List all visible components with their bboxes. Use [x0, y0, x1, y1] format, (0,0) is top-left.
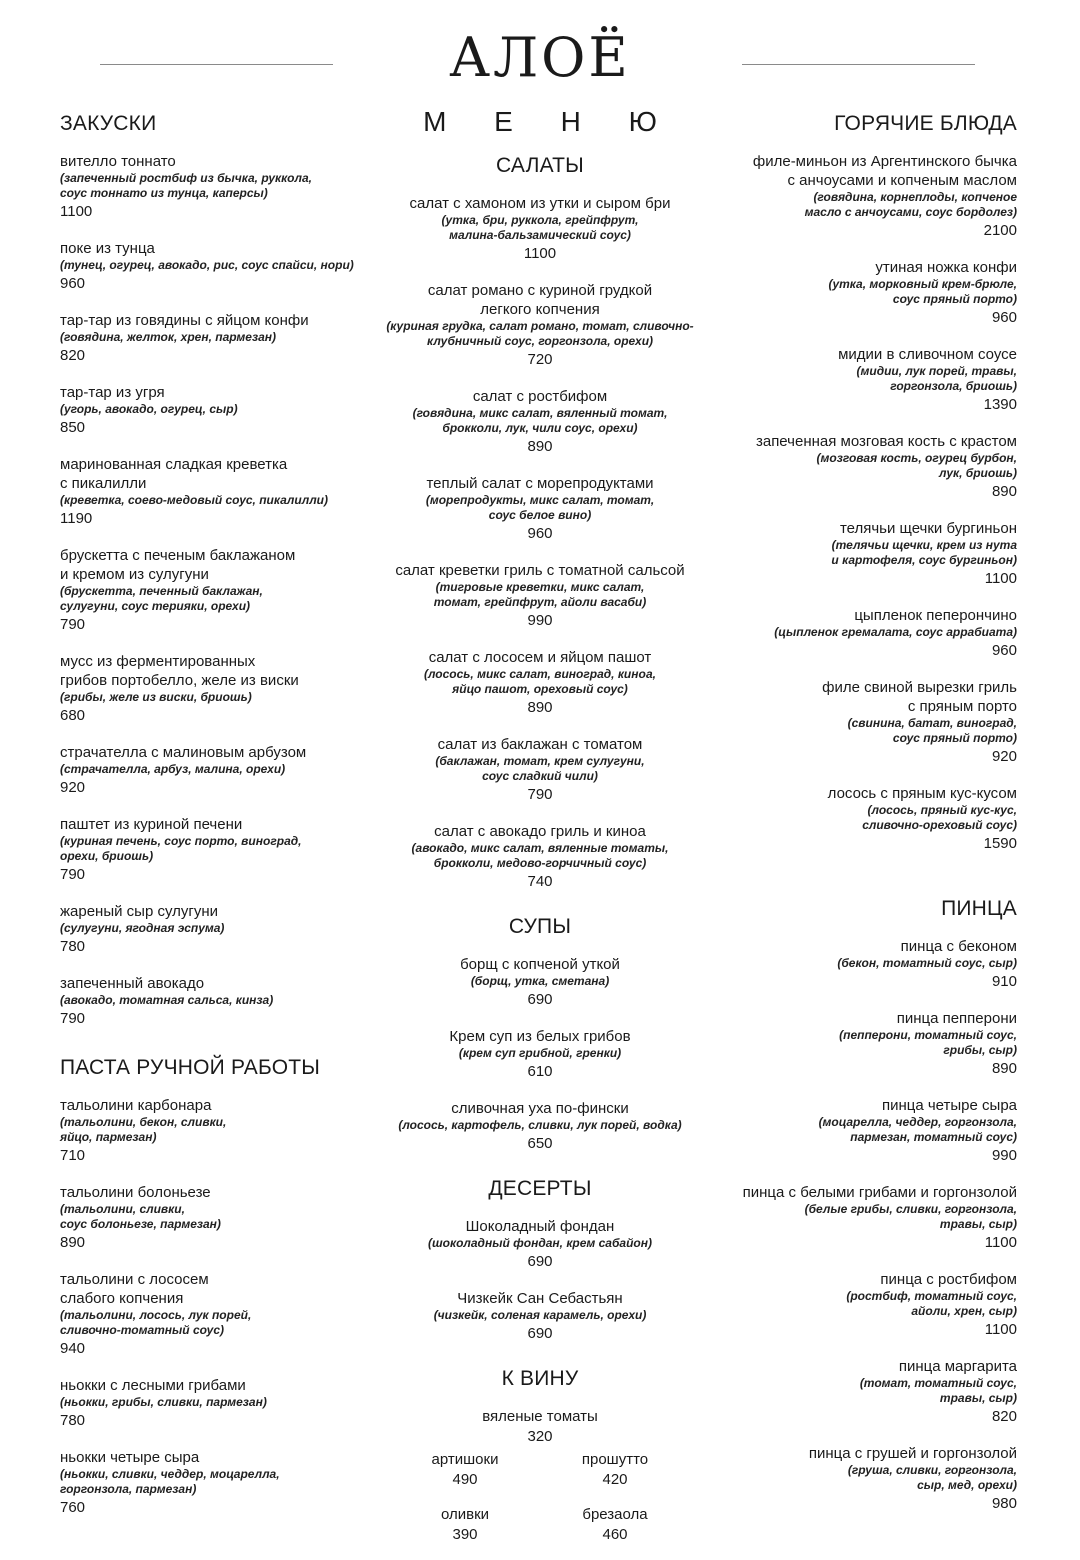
section-title: ЗАКУСКИ	[60, 112, 157, 135]
dish-price: 890	[991, 483, 1017, 500]
dish-price: 610	[527, 1063, 553, 1080]
dish-name: лосось с пряным кус-кусом	[827, 785, 1017, 802]
section-title: САЛАТЫ	[496, 154, 584, 177]
dish-price: 960	[60, 275, 86, 292]
dish-price: 960	[991, 309, 1017, 326]
dish-name: тальолини карбонара	[60, 1097, 212, 1114]
dish-price: 690	[527, 1253, 553, 1270]
dish-name: тар-тар из говядины с яйцом конфи	[60, 312, 309, 329]
dish-price: 990	[527, 612, 553, 629]
menu-item	[60, 815, 360, 884]
section-title: ПАСТА РУЧНОЙ РАБОТЫ	[60, 1056, 321, 1079]
menu-item	[60, 1270, 360, 1358]
dish-price: 320	[527, 1428, 553, 1445]
dish-ingredients: (белые грибы, сливки, горгонзола, травы, сыр)	[804, 1202, 1017, 1231]
dish-name: телячьи щечки бургиньон	[839, 520, 1017, 537]
menu-item	[60, 383, 360, 437]
dish-name: борщ с копченой уткой	[460, 956, 620, 973]
dish-name: тальолини болоньезе	[60, 1184, 211, 1201]
dish-ingredients: (шоколадный фондан, крем сабайон)	[428, 1236, 652, 1250]
menu-item	[60, 652, 360, 725]
dish-price: 1590	[983, 835, 1017, 852]
wine-snack-row	[380, 1450, 700, 1489]
dish-name: вяленые томаты	[482, 1408, 598, 1425]
dish-name: утиная ножка конфи	[875, 259, 1017, 276]
menu-item	[380, 194, 700, 263]
dish-ingredients: (мозговая кость, огурец бурбон, лук, бриошь)	[816, 451, 1017, 480]
dish-ingredients: (тальолини, лосось, лук порей, сливочно-томатный соус)	[60, 1308, 252, 1337]
dish-price: 1100	[984, 1234, 1017, 1251]
dish-ingredients: (тунец, огурец, авокадо, рис, соус спайси, нори)	[60, 258, 354, 272]
menu-item	[687, 784, 1017, 853]
dish-name: салат с ростбифом	[472, 388, 608, 405]
menu-title: М Е Н Ю	[423, 106, 677, 137]
menu-item	[60, 546, 360, 634]
dish-name: брускетта с печеным баклажаном и кремом из сулугуни	[60, 547, 296, 583]
menu-item	[60, 1448, 360, 1517]
dish-price: 720	[527, 351, 553, 368]
dish-price: 1100	[984, 570, 1017, 587]
dish-price: 890	[991, 1060, 1017, 1077]
dish-price: 690	[527, 991, 553, 1008]
menu-item	[380, 1407, 700, 1446]
left-column	[60, 112, 360, 1535]
dish-price: 820	[60, 347, 86, 364]
dish-name: салат романо с куриной грудкой легкого копчения	[427, 282, 653, 318]
dish-price: 790	[60, 1010, 86, 1027]
menu-item	[687, 937, 1017, 991]
right-column	[687, 112, 1017, 1531]
dish-name: вителло тоннато	[60, 153, 176, 170]
dish-ingredients: (груша, сливки, горгонзола, сыр, мед, орехи)	[847, 1463, 1017, 1492]
menu-item	[60, 1376, 360, 1430]
dish-name: пинца пепперони	[896, 1010, 1017, 1027]
section-title: СУПЫ	[508, 915, 572, 938]
dish-ingredients: (говядина, микс салат, вяленный томат, брокколи, лук, чили соус, орехи)	[412, 406, 668, 435]
dish-name: пинца четыре сыра	[881, 1097, 1017, 1114]
dish-ingredients: (борщ, утка, сметана)	[470, 974, 610, 988]
dish-ingredients: (ростбиф, томатный соус, айоли, хрен, сыр)	[846, 1289, 1017, 1318]
wine-snack-row	[380, 1505, 700, 1544]
dish-price: 960	[527, 525, 553, 542]
dish-name: брезаола	[582, 1506, 648, 1523]
dish-name: поке из тунца	[60, 240, 155, 257]
menu-item	[380, 735, 700, 804]
dish-name: маринованная сладкая креветка с пикалилли	[60, 456, 288, 492]
menu-item	[380, 1099, 700, 1153]
dish-price: 680	[60, 707, 86, 724]
dish-ingredients: (авокадо, микс салат, вяленные томаты, брокколи, медово-горчичный соус)	[411, 841, 669, 870]
menu-item	[60, 1096, 360, 1165]
dish-ingredients: (страчателла, арбуз, малина, орехи)	[60, 762, 286, 776]
dish-ingredients: (куриная печень, соус порто, виноград, орехи, бриошь)	[60, 834, 302, 863]
dish-price: 2100	[983, 222, 1017, 239]
dish-ingredients: (свинина, батат, виноград, соус пряный порто)	[847, 716, 1017, 745]
dish-price: 920	[60, 779, 86, 796]
menu-item	[570, 1505, 660, 1544]
center-column	[380, 154, 700, 1560]
menu-item	[60, 974, 360, 1028]
dish-ingredients: (тальолини, бекон, сливки, яйцо, пармезан)	[60, 1115, 227, 1144]
menu-item	[60, 311, 360, 365]
dish-name: ньокки с лесными грибами	[60, 1377, 246, 1394]
dish-ingredients: (томат, томатный соус, травы, сыр)	[859, 1376, 1017, 1405]
dish-ingredients: (лосось, картофель, сливки, лук порей, водка)	[398, 1118, 682, 1132]
section-title: К ВИНУ	[501, 1367, 579, 1390]
dish-price: 1390	[983, 396, 1017, 413]
dish-name: цыпленок пеперончино	[854, 607, 1017, 624]
dish-name: мусс из ферментированных грибов портобелло, желе из виски	[60, 653, 299, 689]
menu-item	[60, 239, 360, 293]
dish-price: 820	[991, 1408, 1017, 1425]
dish-name: Шоколадный фондан	[465, 1218, 615, 1235]
dish-ingredients: (говядина, желток, хрен, пармезан)	[60, 330, 276, 344]
dish-name: жареный сыр сулугуни	[60, 903, 219, 920]
dish-ingredients: (лосось, микс салат, виноград, киноа, яйцо пашот, ореховый соус)	[423, 667, 656, 696]
dish-price: 790	[60, 616, 86, 633]
menu-item	[687, 258, 1017, 327]
dish-ingredients: (телячьи щечки, крем из нута и картофеля, соус бургиньон)	[831, 538, 1017, 567]
dish-name: запеченный авокадо	[60, 975, 205, 992]
dish-name: филе-миньон из Аргентинского бычка с анчоусами и копченым маслом	[752, 153, 1017, 189]
menu-item	[380, 387, 700, 456]
dish-name: тальолини с лососем слабого копчения	[60, 1271, 209, 1307]
menu-item	[420, 1505, 510, 1544]
dish-ingredients: (тигровые креветки, микс салат, томат, грейпфрут, айоли васаби)	[433, 580, 647, 609]
menu-item	[60, 455, 360, 528]
menu-item	[687, 432, 1017, 501]
dish-ingredients: (моцарелла, чеддер, горгонзола, пармезан, томатный соус)	[818, 1115, 1017, 1144]
section-title: ГОРЯЧИЕ БЛЮДА	[834, 112, 1017, 135]
dish-price: 940	[60, 1340, 86, 1357]
dish-ingredients: (цыпленок гремалата, соус аррабиата)	[774, 625, 1017, 639]
dish-name: тар-тар из угря	[60, 384, 165, 401]
menu-item	[687, 345, 1017, 414]
menu-item	[380, 281, 700, 369]
menu-item	[380, 1289, 700, 1343]
dish-price: 890	[527, 699, 553, 716]
menu-item	[420, 1450, 510, 1489]
dish-ingredients: (лосось, пряный кус-кус, сливочно-ореховый соус)	[862, 803, 1017, 832]
dish-name: салат с лососем и яйцом пашот	[428, 649, 652, 666]
dish-ingredients: (креветка, соево-медовый соус, пикалилли)	[60, 493, 328, 507]
dish-name: мидии в сливочном соусе	[838, 346, 1017, 363]
menu-item	[380, 955, 700, 1009]
dish-ingredients: (ньокки, грибы, сливки, пармезан)	[60, 1395, 267, 1409]
dish-name: филе свиной вырезки гриль с пряным порто	[822, 679, 1017, 715]
dish-price: 390	[452, 1526, 478, 1543]
dish-price: 740	[527, 873, 553, 890]
menu-item	[687, 1096, 1017, 1165]
dish-name: прошутто	[581, 1451, 649, 1468]
menu-item	[60, 152, 360, 221]
dish-ingredients: (мидии, лук порей, травы, горгонзола, бриошь)	[856, 364, 1017, 393]
menu-item	[380, 1217, 700, 1271]
dish-price: 890	[527, 438, 553, 455]
menu-item	[380, 1027, 700, 1081]
menu-item	[380, 648, 700, 717]
dish-ingredients: (запеченный ростбиф из бычка, руккола, соус тоннато из тунца, каперсы)	[60, 171, 312, 200]
menu-item	[687, 519, 1017, 588]
section-title: ПИНЦА	[941, 897, 1017, 920]
dish-ingredients: (крем суп грибной, гренки)	[458, 1046, 622, 1060]
dish-name: салат креветки гриль с томатной сальсой	[395, 562, 685, 579]
dish-price: 890	[60, 1234, 86, 1251]
dish-ingredients: (бекон, томатный соус, сыр)	[837, 956, 1017, 970]
dish-price: 710	[60, 1147, 86, 1164]
menu-item	[687, 678, 1017, 766]
dish-ingredients: (куриная грудка, салат романо, томат, сливочно- клубничный соус, горгонзола, орехи)	[386, 319, 694, 348]
dish-price: 490	[452, 1471, 478, 1488]
dish-name: сливочная уха по-фински	[451, 1100, 629, 1117]
dish-name: пинца с ростбифом	[880, 1271, 1017, 1288]
menu-item	[687, 1009, 1017, 1078]
dish-price: 1190	[60, 510, 93, 527]
section-title: ДЕСЕРТЫ	[488, 1177, 592, 1200]
dish-ingredients: (морепродукты, микс салат, томат, соус белое вино)	[425, 493, 655, 522]
dish-price: 460	[602, 1526, 628, 1543]
dish-name: Крем суп из белых грибов	[449, 1028, 631, 1045]
dish-price: 980	[991, 1495, 1017, 1512]
dish-name: салат из баклажан с томатом	[437, 736, 643, 753]
dish-name: салат с авокадо гриль и киноа	[434, 823, 646, 840]
menu-item	[60, 743, 360, 797]
dish-price: 780	[60, 1412, 86, 1429]
dish-name: страчателла с малиновым арбузом	[60, 744, 307, 761]
dish-ingredients: (тальолини, сливки, соус болоньезе, пармезан)	[60, 1202, 221, 1231]
dish-ingredients: (пепперони, томатный соус, грибы, сыр)	[839, 1028, 1017, 1057]
dish-name: паштет из куриной печени	[60, 816, 243, 833]
dish-price: 780	[60, 938, 86, 955]
dish-name: пинца с грушей и горгонзолой	[808, 1445, 1017, 1462]
dish-price: 790	[527, 786, 553, 803]
dish-price: 910	[991, 973, 1017, 990]
menu-item	[60, 1183, 360, 1252]
dish-name: пинца маргарита	[898, 1358, 1017, 1375]
menu-item	[687, 1270, 1017, 1339]
dish-name: запеченная мозговая кость с крастом	[755, 433, 1017, 450]
dish-price: 790	[60, 866, 86, 883]
dish-ingredients: (грибы, желе из виски, бриошь)	[60, 690, 252, 704]
dish-name: артишоки	[431, 1451, 499, 1468]
menu-item	[60, 902, 360, 956]
dish-price: 690	[527, 1325, 553, 1342]
dish-name: салат с хамоном из утки и сыром бри	[409, 195, 671, 212]
dish-name: Чизкейк Сан Себастьян	[457, 1290, 623, 1307]
dish-ingredients: (баклажан, томат, крем сулугуни, соус сладкий чили)	[435, 754, 645, 783]
dish-price: 920	[991, 748, 1017, 765]
dish-ingredients: (чизкейк, соленая карамель, орехи)	[433, 1308, 647, 1322]
dish-price: 1100	[984, 1321, 1017, 1338]
dish-ingredients: (утка, морковный крем-брюле, соус пряный порто)	[828, 277, 1017, 306]
dish-name: пинца с белыми грибами и горгонзолой	[742, 1184, 1017, 1201]
dish-ingredients: (сулугуни, ягодная эспума)	[60, 921, 225, 935]
menu-item	[687, 1444, 1017, 1513]
menu-item	[570, 1450, 660, 1489]
dish-ingredients: (авокадо, томатная сальса, кинза)	[60, 993, 274, 1007]
dish-price: 650	[527, 1135, 553, 1152]
dish-name: теплый салат с морепродуктами	[426, 475, 654, 492]
dish-ingredients: (брускетта, печенный баклажан, сулугуни, соус терияки, орехи)	[60, 584, 263, 613]
dish-price: 420	[602, 1471, 628, 1488]
dish-price: 760	[60, 1499, 86, 1516]
restaurant-logo: АЛОЁ	[449, 26, 631, 89]
menu-item	[380, 822, 700, 891]
dish-name: ньокки четыре сыра	[60, 1449, 200, 1466]
dish-name: оливки	[440, 1506, 490, 1523]
menu-item	[380, 561, 700, 630]
dish-price: 960	[991, 642, 1017, 659]
menu-item	[687, 1183, 1017, 1252]
menu-item	[687, 606, 1017, 660]
dish-price: 1100	[523, 245, 557, 262]
dish-ingredients: (угорь, авокадо, огурец, сыр)	[60, 402, 238, 416]
dish-ingredients: (утка, бри, руккола, грейпфрут, малина-бальзамический соус)	[441, 213, 639, 242]
dish-price: 1100	[60, 203, 93, 220]
dish-price: 990	[991, 1147, 1017, 1164]
menu-item	[687, 1357, 1017, 1426]
menu-item	[380, 474, 700, 543]
menu-item	[687, 152, 1017, 240]
dish-price: 850	[60, 419, 86, 436]
dish-ingredients: (говядина, корнеплоды, копченое масло с анчоусами, соус бордолез)	[804, 190, 1017, 219]
dish-ingredients: (ньокки, сливки, чеддер, моцарелла, горгонзола, пармезан)	[60, 1467, 280, 1496]
dish-name: пинца с беконом	[900, 938, 1017, 955]
